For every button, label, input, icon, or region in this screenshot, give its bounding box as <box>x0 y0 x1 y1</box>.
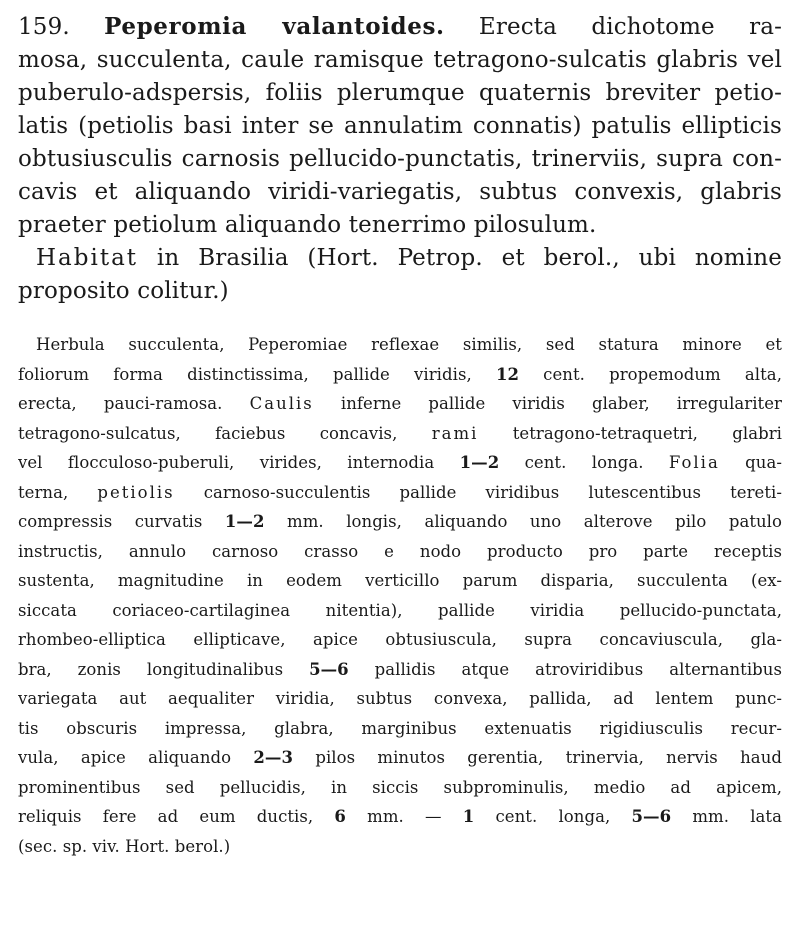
species-notes <box>18 330 782 861</box>
notes-line <box>18 419 782 449</box>
notes-text: terna, <box>18 482 98 502</box>
section-gap <box>18 308 782 330</box>
notes-line <box>18 389 782 419</box>
notes-text: Herbula succulenta, Peperomiae reflexae similis, sed statura minore et <box>36 335 782 354</box>
description-line: cavis et aliquando viridi-variegatis, subtus convexis, glabris <box>18 179 782 205</box>
notes-text: siccata coriaceo-cartilaginea nitentia), pallide viridia pellucido-punctata, <box>18 600 782 620</box>
notes-line <box>18 743 782 773</box>
description-line: puberulo-adspersis, foliis plerumque quaternis breviter petio- <box>18 80 782 106</box>
notes-line <box>18 714 782 744</box>
notes-text: (sec. sp. viv. Hort. berol.) <box>18 836 231 856</box>
habitat-line <box>18 242 782 275</box>
species-heading-line <box>18 10 782 44</box>
species-number: 159. <box>18 14 70 40</box>
notes-text: tis obscuris impressa, glabra, marginibus extenuatis rigidiusculis recur- <box>18 718 782 738</box>
species-description <box>18 10 782 308</box>
numeric-value: 6 <box>334 807 346 826</box>
notes-line <box>18 832 782 862</box>
notes-text: mm. — <box>345 807 463 826</box>
numeric-value: 1 <box>462 807 475 826</box>
notes-text: inferne pallide viridis glaber, irregulariter <box>313 394 782 413</box>
notes-text: vel flocculoso-puberuli, virides, internodia <box>18 453 460 472</box>
notes-text: compressis curvatis <box>18 512 225 531</box>
numeric-value: 5—6 <box>631 807 672 826</box>
notes-text: mm. longis, aliquando uno alterove pilo patulo <box>264 512 782 531</box>
notes-line <box>18 566 782 596</box>
notes-text: vula, apice aliquando <box>18 748 254 767</box>
notes-text: bra, zonis longitudinalibus <box>18 659 310 679</box>
notes-text: cent. longa, <box>474 807 632 826</box>
notes-text: foliorum forma distinctissima, pallide viridis, <box>18 364 496 384</box>
notes-line <box>18 537 782 567</box>
numeric-value: 12 <box>495 364 519 384</box>
notes-line <box>18 773 782 803</box>
notes-text: cent. longa. <box>499 453 669 472</box>
description-line: praeter petiolum aliquando tenerrimo pilosulum. <box>18 212 597 238</box>
notes-line <box>18 802 782 832</box>
notes-text: prominentibus sed pellucidis, in siccis subprominulis, medio ad apicem, <box>18 777 782 797</box>
notes-line <box>18 596 782 626</box>
notes-text: mm. lata <box>671 807 782 826</box>
notes-line <box>18 478 782 508</box>
description-line: obtusiusculis carnosis pellucido-punctatis, trinerviis, supra con- <box>18 146 782 172</box>
notes-line <box>18 360 782 390</box>
description-line: Erecta dichotome ra- <box>478 14 782 40</box>
numeric-value: 2—3 <box>253 748 294 767</box>
notes-text: rhombeo-elliptica ellipticave, apice obtusiuscula, supra concaviuscula, gla- <box>18 630 782 649</box>
notes-line <box>18 448 782 478</box>
notes-text: reliquis fere ad eum ductis, <box>18 807 335 826</box>
notes-text: sustenta, magnitudine in eodem verticillo parum disparia, succulenta (ex- <box>18 571 782 590</box>
description-line: mosa, succulenta, caule ramisque tetragono-sulcatis glabris vel <box>18 47 782 73</box>
notes-text: qua- <box>719 453 782 472</box>
notes-line <box>18 330 782 360</box>
habitat-label: Habitat <box>36 245 139 271</box>
notes-text: carnoso-succulentis pallide viridibus lutescentibus tereti- <box>174 482 782 502</box>
numeric-value: 1—2 <box>224 512 265 531</box>
notes-text: instructis, annulo carnoso crasso e nodo producto pro parte receptis <box>18 541 782 561</box>
notes-text: erecta, pauci-ramosa. <box>18 394 250 413</box>
emphasized-term: rami <box>431 423 479 443</box>
notes-line <box>18 684 782 714</box>
notes-text: tetragono-sulcatus, faciebus concavis, <box>18 423 432 443</box>
emphasized-term: petiolis <box>97 482 175 502</box>
notes-text: cent. propemodum alta, <box>519 364 782 384</box>
numeric-value: 5—6 <box>309 659 349 679</box>
emphasized-term: Caulis <box>249 394 314 413</box>
numeric-value: 1—2 <box>459 453 500 472</box>
species-name: Peperomia valantoides. <box>104 13 445 40</box>
habitat-line: proposito colitur.) <box>18 278 229 304</box>
habitat-text: in Brasilia (Hort. Petrop. et berol., ubi nomine <box>156 245 782 271</box>
notes-text: pallidis atque atroviridibus alternantibus <box>348 659 782 679</box>
notes-text: variegata aut aequaliter viridia, subtus convexa, pallida, ad lentem punc- <box>18 689 782 708</box>
notes-text: pilos minutos gerentia, trinervia, nervis haud <box>293 748 782 767</box>
emphasized-term: Folia <box>668 453 720 472</box>
notes-text: tetragono-tetraquetri, glabri <box>478 423 782 443</box>
notes-line <box>18 625 782 655</box>
description-line: latis (petiolis basi inter se annulatim connatis) patulis ellipticis <box>18 113 782 139</box>
notes-line <box>18 507 782 537</box>
notes-line <box>18 655 782 685</box>
